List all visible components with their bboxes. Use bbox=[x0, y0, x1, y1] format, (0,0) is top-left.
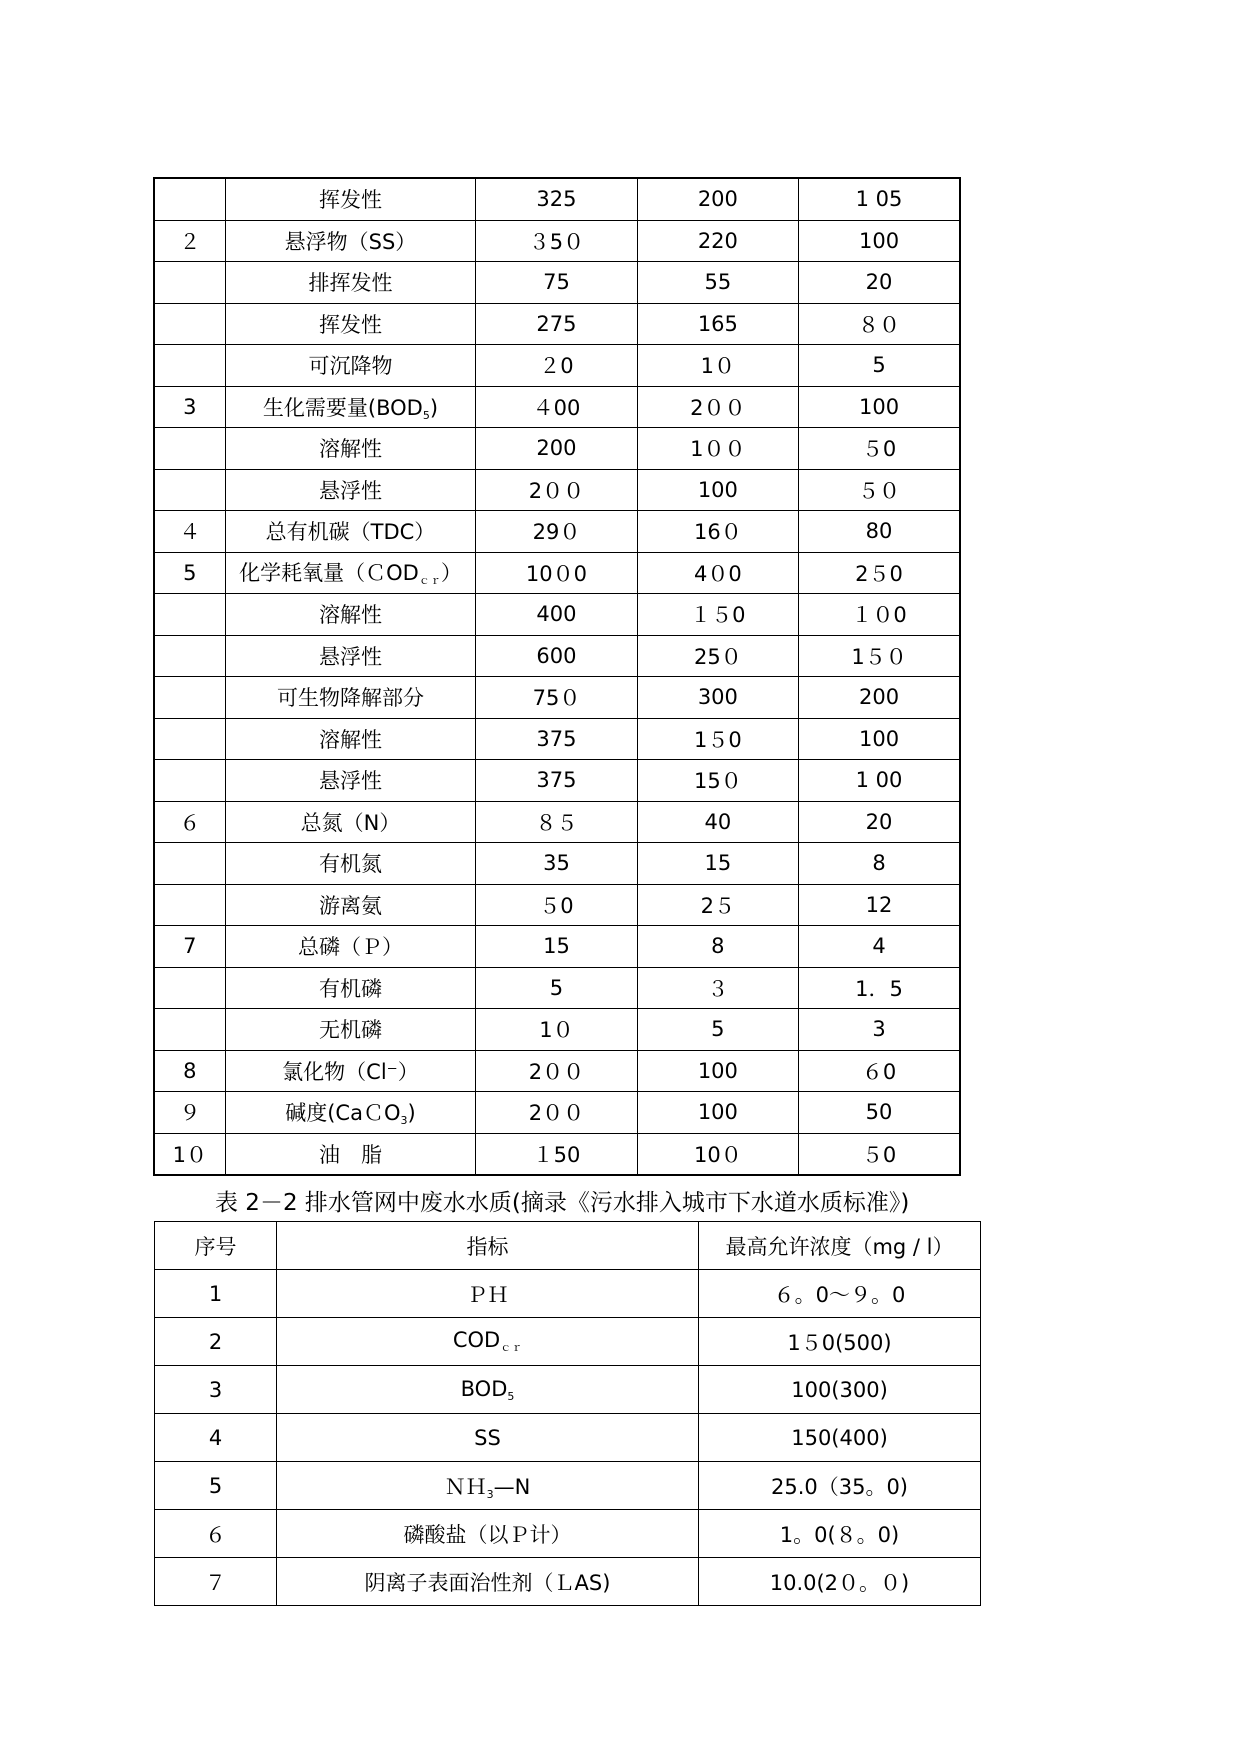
max-concentration: 25.0（35。0) bbox=[699, 1462, 981, 1510]
table-row bbox=[154, 926, 960, 968]
table-row bbox=[155, 1270, 981, 1318]
indicator-cell bbox=[225, 967, 476, 1009]
indicator-cell bbox=[225, 801, 476, 843]
indicator-name: 悬浮性 bbox=[318, 478, 382, 503]
indicator-name: 氯化物（Cl⁻） bbox=[282, 1059, 419, 1084]
row-number bbox=[154, 884, 225, 926]
row-number bbox=[154, 1009, 225, 1051]
table-row bbox=[154, 1133, 960, 1175]
table-row bbox=[154, 843, 960, 885]
indicator-name: 无机磷 bbox=[318, 1018, 382, 1043]
value-high: 2００ bbox=[476, 469, 637, 511]
column-header-max-concentration: 最高允许浓度（mg / l） bbox=[699, 1222, 981, 1270]
value-high: 15 bbox=[476, 926, 637, 968]
value-low: 200 bbox=[799, 677, 960, 719]
value-high: 75 bbox=[476, 262, 637, 304]
table-row bbox=[154, 635, 960, 677]
indicator-suffix: ) bbox=[407, 1101, 416, 1126]
table-row bbox=[154, 345, 960, 387]
table-row bbox=[154, 178, 960, 220]
value-high: ５0 bbox=[476, 884, 637, 926]
value-low: 100 bbox=[799, 718, 960, 760]
value-low: ６0 bbox=[799, 1050, 960, 1092]
value-medium: 300 bbox=[637, 677, 798, 719]
value-high: ３5０ bbox=[476, 220, 637, 262]
value-high: 2００ bbox=[476, 1050, 637, 1092]
table-row bbox=[154, 552, 960, 594]
value-low: 80 bbox=[799, 511, 960, 553]
row-number: ９ bbox=[154, 1092, 225, 1134]
indicator-subscript: ｃｒ bbox=[500, 1341, 523, 1354]
table-row bbox=[154, 220, 960, 262]
value-high: 375 bbox=[476, 760, 637, 802]
value-high: 600 bbox=[476, 635, 637, 677]
table-row bbox=[154, 677, 960, 719]
value-high: 75０ bbox=[476, 677, 637, 719]
row-number bbox=[154, 718, 225, 760]
row-number bbox=[154, 843, 225, 885]
table-row bbox=[154, 801, 960, 843]
indicator-cell bbox=[225, 428, 476, 470]
table-row bbox=[154, 386, 960, 428]
row-number: 8 bbox=[154, 1050, 225, 1092]
indicator-cell bbox=[277, 1270, 699, 1318]
indicator-cell bbox=[225, 843, 476, 885]
wastewater-composition-table bbox=[153, 177, 961, 1176]
indicator-cell bbox=[225, 511, 476, 553]
indicator-cell bbox=[225, 677, 476, 719]
value-medium: 220 bbox=[637, 220, 798, 262]
value-medium: 1５0 bbox=[637, 718, 798, 760]
value-high: 29０ bbox=[476, 511, 637, 553]
indicator-name: 化学耗氧量（ＣOD bbox=[239, 561, 419, 586]
value-low: ５0 bbox=[799, 428, 960, 470]
table-row bbox=[154, 594, 960, 636]
indicator-cell bbox=[225, 469, 476, 511]
indicator-name: 溶解性 bbox=[318, 727, 382, 752]
indicator-cell bbox=[225, 635, 476, 677]
table-row bbox=[154, 1009, 960, 1051]
row-number bbox=[154, 967, 225, 1009]
indicator-cell bbox=[277, 1366, 699, 1414]
indicator-name: 溶解性 bbox=[318, 603, 382, 628]
row-number: 3 bbox=[155, 1366, 277, 1414]
table-row bbox=[154, 1050, 960, 1092]
indicator-cell bbox=[225, 345, 476, 387]
indicator-cell bbox=[225, 1092, 476, 1134]
indicator-suffix: —N bbox=[493, 1474, 531, 1499]
value-low: 1５０ bbox=[799, 635, 960, 677]
indicator-subscript: 5 bbox=[422, 408, 430, 422]
max-concentration: 1５0(500) bbox=[699, 1318, 981, 1366]
table-body bbox=[155, 1270, 981, 1606]
indicator-cell bbox=[225, 178, 476, 220]
indicator-cell bbox=[277, 1462, 699, 1510]
indicator-name: 阴离子表面治性剂（ＬAS) bbox=[364, 1570, 611, 1595]
table-row bbox=[154, 511, 960, 553]
indicator-cell bbox=[225, 552, 476, 594]
header-row bbox=[155, 1222, 981, 1270]
indicator-name: 排挥发性 bbox=[308, 271, 393, 296]
row-number: 4 bbox=[155, 1414, 277, 1462]
indicator-cell bbox=[225, 594, 476, 636]
indicator-suffix: ) bbox=[429, 395, 439, 420]
indicator-name: 溶解性 bbox=[318, 437, 382, 462]
value-high: 275 bbox=[476, 303, 637, 345]
row-number: 1０ bbox=[154, 1133, 225, 1175]
indicator-cell bbox=[225, 1009, 476, 1051]
row-number bbox=[154, 677, 225, 719]
row-number bbox=[154, 760, 225, 802]
value-low: 4 bbox=[799, 926, 960, 968]
table-body bbox=[154, 178, 960, 1175]
indicator-name: 总磷（Ｐ） bbox=[297, 935, 403, 960]
row-number: 1 bbox=[155, 1270, 277, 1318]
indicator-cell bbox=[225, 884, 476, 926]
indicator-subscript: 3 bbox=[486, 1487, 494, 1501]
value-medium: 100 bbox=[637, 1092, 798, 1134]
indicator-name: ＰＨ bbox=[466, 1282, 509, 1307]
indicator-cell bbox=[225, 926, 476, 968]
indicator-subscript: 5 bbox=[507, 1389, 515, 1403]
table-row bbox=[155, 1414, 981, 1462]
value-medium: 165 bbox=[637, 303, 798, 345]
indicator-name: 总有机碳（TDC） bbox=[265, 520, 436, 545]
value-low: 5 bbox=[799, 345, 960, 387]
value-low: 50 bbox=[799, 1092, 960, 1134]
indicator-name: 悬浮物（SS） bbox=[284, 229, 417, 254]
value-medium: 200 bbox=[637, 178, 798, 220]
value-medium: 1００ bbox=[637, 428, 798, 470]
value-low: 2５0 bbox=[799, 552, 960, 594]
row-number: ６ bbox=[155, 1510, 277, 1558]
row-number: ６ bbox=[154, 801, 225, 843]
table-row bbox=[154, 428, 960, 470]
indicator-name: BOD bbox=[460, 1376, 508, 1401]
value-medium: 15０ bbox=[637, 760, 798, 802]
row-number bbox=[154, 635, 225, 677]
value-low: 3 bbox=[799, 1009, 960, 1051]
indicator-cell bbox=[225, 220, 476, 262]
table-row bbox=[154, 718, 960, 760]
indicator-name: 挥发性 bbox=[318, 188, 382, 213]
row-number: 5 bbox=[155, 1462, 277, 1510]
table-row bbox=[154, 760, 960, 802]
table-row bbox=[154, 303, 960, 345]
column-header-indicator: 指标 bbox=[277, 1222, 699, 1270]
indicator-cell bbox=[225, 718, 476, 760]
indicator-cell bbox=[225, 262, 476, 304]
row-number: ２ bbox=[154, 220, 225, 262]
indicator-cell bbox=[277, 1414, 699, 1462]
value-medium: 25０ bbox=[637, 635, 798, 677]
row-number: ７ bbox=[155, 1558, 277, 1606]
indicator-cell bbox=[277, 1558, 699, 1606]
table-row bbox=[154, 262, 960, 304]
value-low: 20 bbox=[799, 262, 960, 304]
value-medium: 40 bbox=[637, 801, 798, 843]
indicator-name: 有机磷 bbox=[318, 976, 382, 1001]
indicator-subscript: ｃｒ bbox=[418, 574, 441, 588]
value-medium: 10０ bbox=[637, 1133, 798, 1175]
row-number: 3 bbox=[154, 386, 225, 428]
indicator-cell bbox=[225, 1050, 476, 1092]
table-row bbox=[155, 1510, 981, 1558]
value-medium: 8 bbox=[637, 926, 798, 968]
value-medium: 1０ bbox=[637, 345, 798, 387]
max-concentration: 100(300) bbox=[699, 1366, 981, 1414]
value-medium: 2５ bbox=[637, 884, 798, 926]
indicator-name: 悬浮性 bbox=[318, 644, 382, 669]
value-high: 1０ bbox=[476, 1009, 637, 1051]
max-concentration: 1。0(８。0) bbox=[699, 1510, 981, 1558]
value-medium: 4０0 bbox=[637, 552, 798, 594]
drainage-standard-table bbox=[154, 1221, 981, 1606]
value-low: 8 bbox=[799, 843, 960, 885]
indicator-name: 磷酸盐（以Ｐ计） bbox=[403, 1522, 572, 1547]
value-low: ５0 bbox=[799, 1133, 960, 1175]
row-number bbox=[154, 262, 225, 304]
value-low: ８０ bbox=[799, 303, 960, 345]
value-medium: 55 bbox=[637, 262, 798, 304]
row-number: 5 bbox=[154, 552, 225, 594]
value-low: 1 05 bbox=[799, 178, 960, 220]
value-medium: 16０ bbox=[637, 511, 798, 553]
value-low: 20 bbox=[799, 801, 960, 843]
value-medium: 100 bbox=[637, 1050, 798, 1092]
value-high: ４00 bbox=[476, 386, 637, 428]
table-row bbox=[155, 1366, 981, 1414]
indicator-name: 有机氮 bbox=[318, 852, 382, 877]
table-row bbox=[154, 884, 960, 926]
value-medium: １５0 bbox=[637, 594, 798, 636]
row-number: 7 bbox=[154, 926, 225, 968]
value-medium: 5 bbox=[637, 1009, 798, 1051]
value-high: 10０0 bbox=[476, 552, 637, 594]
row-number bbox=[154, 303, 225, 345]
value-high: 200 bbox=[476, 428, 637, 470]
indicator-name: 挥发性 bbox=[318, 312, 382, 337]
max-concentration: ６。0～９。0 bbox=[699, 1270, 981, 1318]
column-header-no: 序号 bbox=[155, 1222, 277, 1270]
value-high: 400 bbox=[476, 594, 637, 636]
value-medium: 15 bbox=[637, 843, 798, 885]
value-low: 100 bbox=[799, 220, 960, 262]
row-number bbox=[154, 178, 225, 220]
value-high: 5 bbox=[476, 967, 637, 1009]
value-high: 325 bbox=[476, 178, 637, 220]
table-row bbox=[154, 1092, 960, 1134]
value-high: 2００ bbox=[476, 1092, 637, 1134]
value-high: ２0 bbox=[476, 345, 637, 387]
value-medium: ３ bbox=[637, 967, 798, 1009]
row-number bbox=[154, 345, 225, 387]
indicator-cell bbox=[277, 1510, 699, 1558]
table-row bbox=[154, 469, 960, 511]
indicator-cell bbox=[277, 1318, 699, 1366]
indicator-name: COD bbox=[452, 1328, 501, 1352]
indicator-name: 碱度(CaＣO bbox=[285, 1101, 401, 1126]
indicator-cell bbox=[225, 760, 476, 802]
value-medium: 2００ bbox=[637, 386, 798, 428]
indicator-name: 总氮（N） bbox=[300, 810, 401, 835]
indicator-cell bbox=[225, 1133, 476, 1175]
table-row bbox=[154, 967, 960, 1009]
value-high: １50 bbox=[476, 1133, 637, 1175]
table-caption: 表 2－2 排水管网中废水水质(摘录《污水排入城市下水道水质标准》) bbox=[215, 1190, 910, 1216]
value-high: ８５ bbox=[476, 801, 637, 843]
table-row bbox=[155, 1558, 981, 1606]
value-low: 1．5 bbox=[799, 967, 960, 1009]
indicator-subscript: 3 bbox=[400, 1114, 408, 1128]
row-number: 2 bbox=[155, 1318, 277, 1366]
value-medium: 100 bbox=[637, 469, 798, 511]
indicator-name: 悬浮性 bbox=[318, 769, 382, 794]
indicator-name: 游离氨 bbox=[318, 893, 382, 918]
indicator-name: SS bbox=[474, 1425, 501, 1450]
indicator-suffix: ） bbox=[440, 561, 462, 586]
row-number bbox=[154, 469, 225, 511]
indicator-name: 可沉降物 bbox=[308, 354, 393, 379]
row-number bbox=[154, 594, 225, 636]
value-low: 1 00 bbox=[799, 760, 960, 802]
indicator-name: 可生物降解部分 bbox=[276, 686, 424, 711]
indicator-name: ＮＨ bbox=[444, 1474, 487, 1499]
value-low: 12 bbox=[799, 884, 960, 926]
value-low: １０0 bbox=[799, 594, 960, 636]
row-number: ４ bbox=[154, 511, 225, 553]
indicator-name: 油 脂 bbox=[318, 1142, 382, 1167]
max-concentration: 10.0(2０。０) bbox=[699, 1558, 981, 1606]
value-low: 100 bbox=[799, 386, 960, 428]
value-high: 375 bbox=[476, 718, 637, 760]
indicator-cell bbox=[225, 386, 476, 428]
table-row bbox=[155, 1462, 981, 1510]
row-number bbox=[154, 428, 225, 470]
value-high: 35 bbox=[476, 843, 637, 885]
indicator-cell bbox=[225, 303, 476, 345]
max-concentration: 150(400) bbox=[699, 1414, 981, 1462]
table-row bbox=[155, 1318, 981, 1366]
indicator-name: 生化需要量(BOD bbox=[262, 395, 423, 420]
value-low: ５０ bbox=[799, 469, 960, 511]
